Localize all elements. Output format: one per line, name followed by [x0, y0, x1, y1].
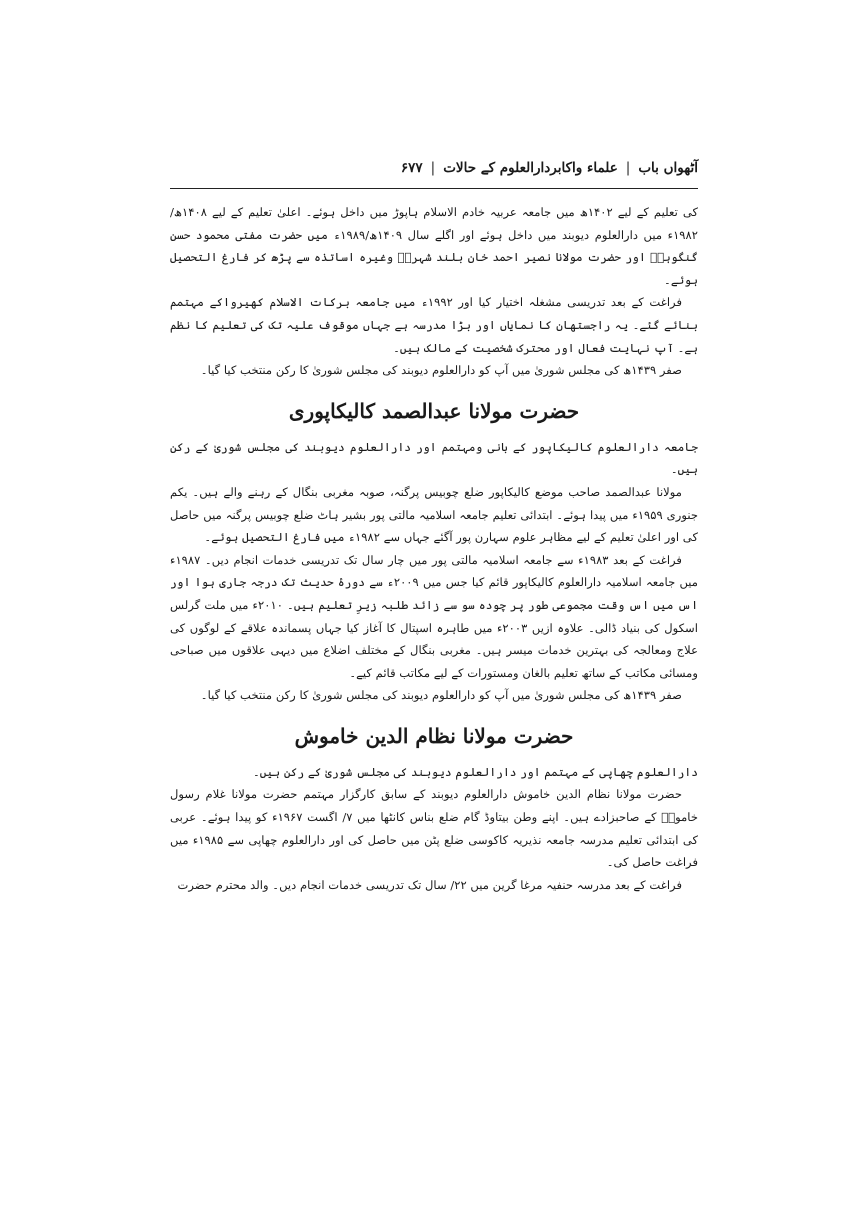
paragraph: فراغت کے بعد مدرسہ حنفیہ مرغا گرین میں ۲۲/ سال تک تدریسی خدمات انجام دیں۔ والد محترم حضرت [177, 877, 682, 892]
biography-section [170, 721, 698, 897]
header-separator: | [625, 160, 631, 176]
section-continued [170, 201, 698, 382]
paragraph: فراغت کے بعد تدریسی مشغلہ اختیار کیا اور ۱۹۹۲ء میں جامعہ برکات الاسلام کھیرواکے مہتمم بنائے گئے۔ یہ راجستھان کا نمایاں اور بڑا مدرسہ ہے جہاں موقوف علیہ تک کی تعلیم کا نظم ہے۔ آپ نہایت فعال اور محترک شخصیت کے مالک ہیں۔ [170, 295, 698, 355]
paragraph: جامعہ دارالعلوم کالیکاپور کے بانی ومہتمم اور دارالعلوم دیوبند کی مجلس شوریٰ کے رکن ہیں۔ [170, 439, 698, 477]
paragraph: حضرت مولانا نظام الدین خاموش دارالعلوم دیوبند کے سابق کارگزار مہتمم حضرت مولانا غلام رسول خاموشؒ کے صاحبزادے ہیں۔ اپنے وطن بیتاوڈ گام ضلع بناس کانٹھا میں ۷/ اگست ۱۹۶۷ء کو پیدا ہوئے۔ عربی کی ابتدائی تعلیم مدرسہ جامعہ نذیریہ کاکوسی ضلع پٹن میں حاصل کی اور دارالعلوم چھاپی سے ۱۹۸۵ء میں فراغت حاصل کی۔ [170, 787, 699, 870]
header-rule [170, 188, 698, 189]
header-separator: | [430, 160, 436, 176]
running-header [170, 150, 698, 186]
biography-section [170, 396, 698, 707]
section-heading: حضرت مولانا عبدالصمد کالیکاپوری [288, 398, 580, 423]
book-page [170, 150, 698, 1190]
paragraph: فراغت کے بعد ۱۹۸۳ء سے جامعہ اسلامیہ مالتی پور میں چار سال تک تدریسی خدمات انجام دیں۔ ۱۹۸۷ء میں جامعہ اسلامیہ دارالعلوم کالیکاپور قائم کیا جس میں ۲۰۰۹ء سے دورۂ حدیث تک درجہ جاری ہوا اور اس میں اس وقت مجموعی طور پر چودہ سو سے زائد طلبہ زیرِ تعلیم ہیں۔ ۲۰۱۰ء میں ملت گرلس اسکول کی بنیاد ڈالی۔ علاوہ ازیں ۲۰۰۳ء میں طاہرہ اسپتال کا آغاز کیا جہاں پسماندہ علاقے کے لوگوں کی علاج ومعالجہ کی بہترین خدمات میسر ہیں۔ مغربی بنگال کے مختلف اضلاع میں دیہی علاقوں میں صباحی ومسائی مکاتب کے ساتھ تعلیم بالغان ومستورات کے لیے مکاتب قائم کیے۔ [170, 552, 698, 680]
page-number: ۶۷۷ [400, 160, 423, 176]
section-heading: حضرت مولانا نظام الدین خاموش [294, 723, 574, 748]
paragraph: کی تعلیم کے لیے ۱۴۰۲ھ میں جامعہ عربیہ خادم الاسلام ہاپوڑ میں داخل ہوئے۔ اعلیٰ تعلیم کے لیے ۱۴۰۸ھ/۱۹۸۲ء میں دارالعلوم دیوبند میں داخل ہوئے اور اگلے سال ۱۴۰۹ھ/۱۹۸۹ء میں حضرت مفتی محمود حسن گنگوہیؒ اور حضرت مولانا نصیر احمد خان بلند شہریؒ وغیرہ اساتذہ سے پڑھ کر فارغ التحصیل ہوئے۔ [170, 205, 698, 287]
chapter-label: آٹھواں باب [638, 160, 698, 176]
section-title: علماء واکابردارالعلوم کے حالات [443, 160, 618, 176]
paragraph: صفر ۱۴۳۹ھ کی مجلس شوریٰ میں آپ کو دارالعلوم دیوبند کی مجلس شوریٰ کا رکن منتخب کیا گیا۔ [200, 363, 682, 378]
paragraph: صفر ۱۴۳۹ھ کی مجلس شوریٰ میں آپ کو دارالعلوم دیوبند کی مجلس شوریٰ کا رکن منتخب کیا گیا۔ [200, 688, 682, 703]
paragraph: مولانا عبدالصمد صاحب موضع کالیکاپور ضلع چوبیس پرگنہ، صوبہ مغربی بنگال کے رہنے والے ہیں۔ یکم جنوری ۱۹۵۹ء میں پیدا ہوئے۔ ابتدائی تعلیم جامعہ اسلامیہ مالتی پور بشیر ہاٹ ضلع چوبیس پرگنہ میں حاصل کی اور اعلیٰ تعلیم کے لیے مظاہر علوم سہارن پور آگئے جہاں سے ۱۹۸۲ء میں فارغ التحصیل ہوئے۔ [170, 484, 699, 545]
paragraph: دارالعلوم چھاپی کے مہتمم اور دارالعلوم دیوبند کی مجلس شوریٰ کے رکن ہیں۔ [252, 764, 698, 779]
